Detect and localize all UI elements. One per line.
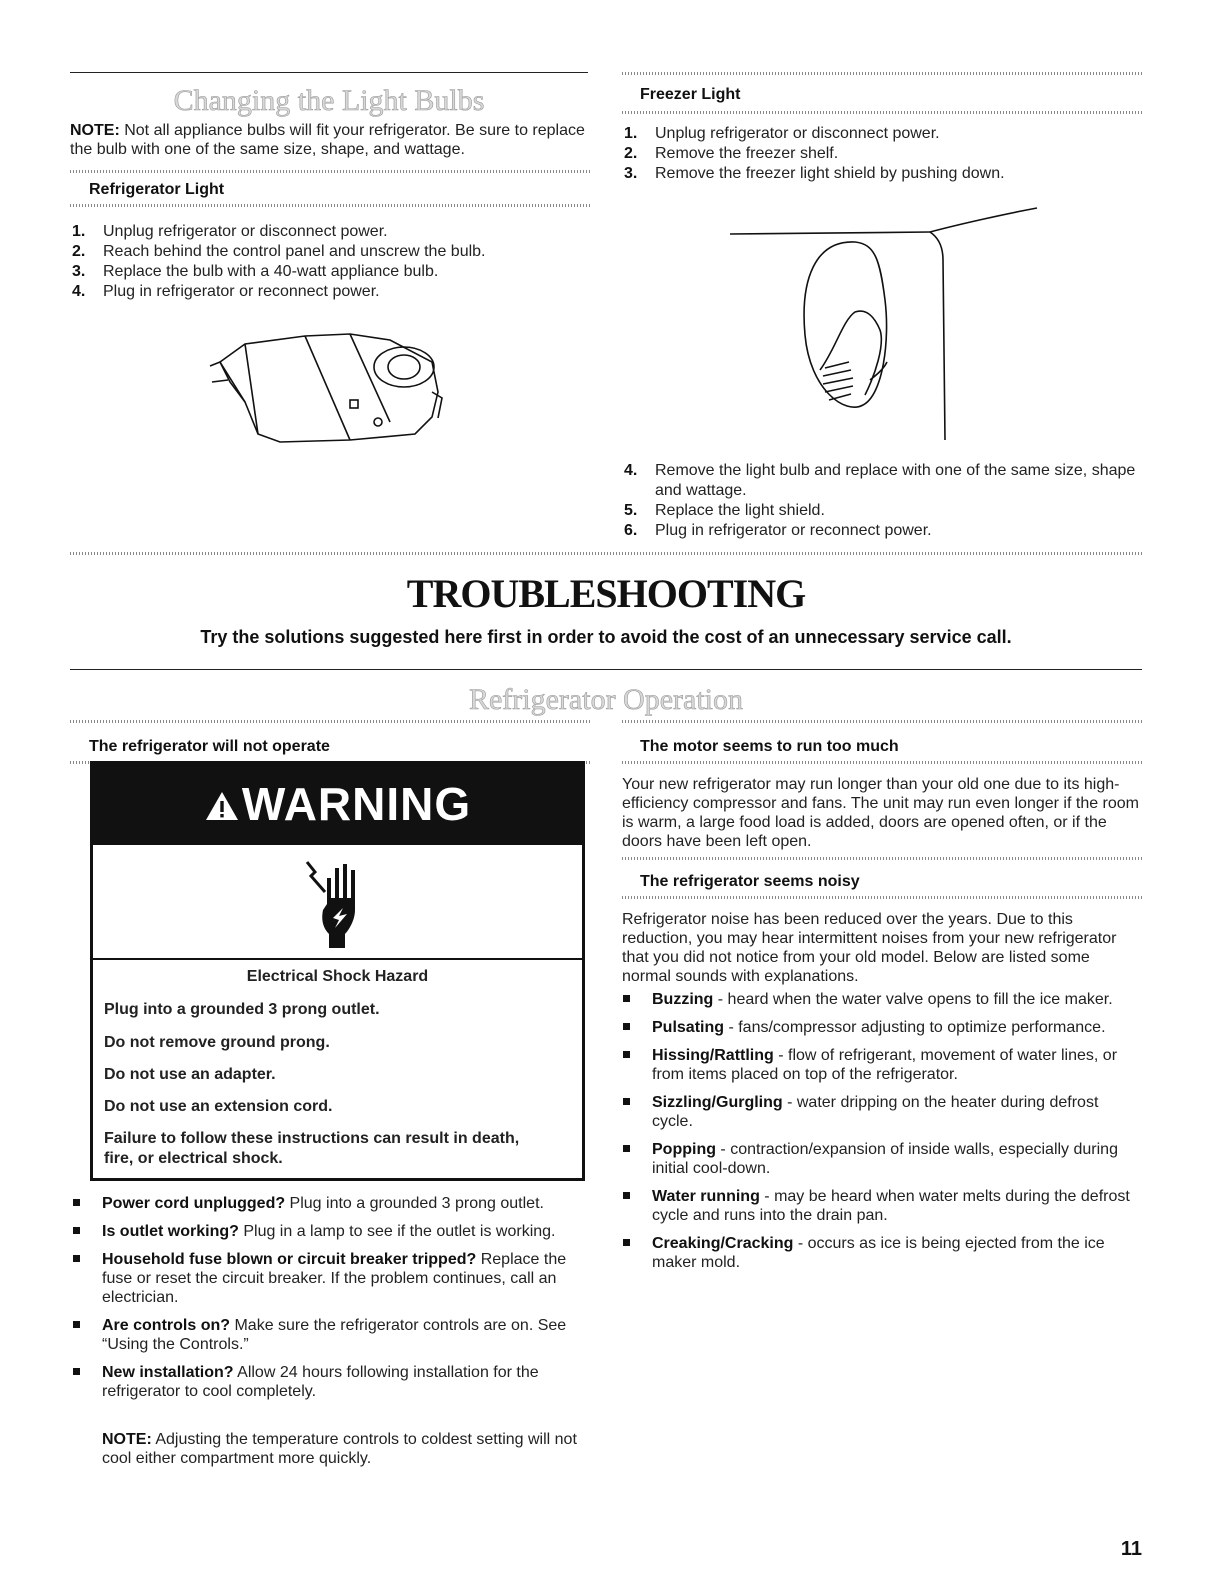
not-operate-note-text: Adjusting the temperature controls to coldest setting will not cool either compartment more quickly. xyxy=(102,1431,577,1467)
list-item xyxy=(622,990,1142,1009)
step-text: Remove the light bulb and replace with one of the same size, shape and wattage. xyxy=(655,462,1136,499)
item-label: Sizzling/Gurgling xyxy=(652,1094,783,1111)
noisy-heading: The refrigerator seems noisy xyxy=(640,873,860,890)
bullet-icon xyxy=(623,1239,630,1246)
troubleshooting-title: TROUBLESHOOTING xyxy=(406,571,806,616)
item-label: Pulsating xyxy=(652,1019,725,1036)
item-text: Allow 24 hours following installation for the refrigerator to cool completely. xyxy=(102,1364,539,1400)
item-label: Creaking/Cracking xyxy=(652,1235,794,1252)
warning-banner xyxy=(93,764,582,845)
item-label: Buzzing xyxy=(652,991,714,1008)
fridge-light-rule-bottom xyxy=(70,204,590,207)
item-text: - flow of refrigerant, movement of water lines, or from items placed on top of the refrigerator. xyxy=(652,1047,1118,1083)
bullet-icon xyxy=(73,1227,80,1234)
not-operate-note xyxy=(102,1430,592,1468)
operation-section-title: Refrigerator Operation xyxy=(468,683,744,716)
not-operate-heading: The refrigerator will not operate xyxy=(89,738,330,755)
item-text: Plug in a lamp to see if the outlet is working. xyxy=(238,1223,556,1240)
step-number: 3. xyxy=(624,165,638,182)
step-text: Remove the freezer shelf. xyxy=(655,145,839,162)
warning-separator xyxy=(93,958,582,960)
top-rule-left xyxy=(70,72,588,73)
list-item xyxy=(72,282,592,302)
list-item xyxy=(624,124,1144,144)
step-number: 3. xyxy=(72,263,86,280)
list-item xyxy=(72,222,592,242)
noisy-text: Refrigerator noise has been reduced over the years. Due to this reduction, you may hear intermittent noises from your new refrigerator that you did not notice from your old model. Below are listed some normal sounds with explanations. xyxy=(622,911,1117,985)
operation-top-rule xyxy=(70,669,1142,670)
warning-triangle-icon xyxy=(204,790,240,822)
warning-box xyxy=(90,761,585,1181)
top-rule-right xyxy=(622,72,1142,75)
bullet-icon xyxy=(623,1145,630,1152)
item-label: Power cord unplugged? xyxy=(102,1195,286,1212)
not-operate-list xyxy=(72,1194,594,1410)
motor-heading: The motor seems to run too much xyxy=(640,738,899,755)
bulbs-note-label: NOTE: xyxy=(70,122,120,139)
bullet-icon xyxy=(73,1321,80,1328)
list-item xyxy=(622,1046,1142,1084)
item-text: - occurs as ice is being ejected from the ice maker mold. xyxy=(652,1235,1105,1271)
item-text: Replace the fuse or reset the circuit breaker. If the problem continues, call an electrician. xyxy=(102,1251,567,1306)
list-item xyxy=(624,501,1144,521)
step-number: 1. xyxy=(624,125,638,142)
list-item xyxy=(72,1250,594,1307)
fridge-light-rule-top xyxy=(70,170,590,173)
section-divider xyxy=(70,552,1142,555)
list-item xyxy=(624,461,1144,501)
fridge-light-steps xyxy=(72,222,592,302)
list-item xyxy=(622,1140,1142,1178)
noisy-list xyxy=(622,990,1142,1281)
step-text: Plug in refrigerator or reconnect power. xyxy=(103,283,380,300)
list-item xyxy=(72,1194,594,1213)
step-text: Unplug refrigerator or disconnect power. xyxy=(655,125,940,142)
item-label: New installation? xyxy=(102,1364,234,1381)
step-number: 1. xyxy=(72,223,86,240)
bullet-icon xyxy=(73,1368,80,1375)
item-label: Hissing/Rattling xyxy=(652,1047,774,1064)
noisy-rule-top xyxy=(622,857,1142,860)
freezer-light-heading: Freezer Light xyxy=(640,86,741,103)
step-number: 4. xyxy=(624,462,638,479)
motor-text: Your new refrigerator may run longer than your old one due to its high-efficiency compressor and fans. The unit may run even longer if the room is warm, a large food load is added, doors are opened often, or if the doors have been left open. xyxy=(622,776,1140,850)
item-label: Is outlet working? xyxy=(102,1223,239,1240)
list-item xyxy=(72,1363,594,1401)
bullet-icon xyxy=(73,1255,80,1262)
item-label: Are controls on? xyxy=(102,1317,231,1334)
bullet-icon xyxy=(623,1098,630,1105)
item-text: - may be heard when water melts during the defrost cycle and runs into the drain pan. xyxy=(652,1188,1130,1224)
warning-line: Do not use an adapter. xyxy=(104,1066,276,1083)
bulbs-section-title: Changing the Light Bulbs xyxy=(173,84,485,117)
item-text: - heard when the water valve opens to fill the ice maker. xyxy=(713,991,1113,1008)
warning-hazard: Electrical Shock Hazard xyxy=(246,968,429,985)
item-label: Household fuse blown or circuit breaker tripped? xyxy=(102,1251,477,1268)
list-item xyxy=(624,144,1144,164)
warning-line: fire, or electrical shock. xyxy=(104,1150,283,1167)
step-text: Reach behind the control panel and unscrew the bulb. xyxy=(103,243,486,260)
warning-line: Plug into a grounded 3 prong outlet. xyxy=(104,1001,380,1018)
list-item xyxy=(624,521,1144,541)
fridge-light-heading: Refrigerator Light xyxy=(89,181,225,198)
motor-rule-top xyxy=(622,720,1142,723)
bulbs-note xyxy=(70,121,590,159)
step-number: 4. xyxy=(72,283,86,300)
freezer-light-steps-b xyxy=(624,461,1144,541)
list-item xyxy=(622,1234,1142,1272)
refrigerator-light-illustration xyxy=(200,322,455,447)
item-text: Make sure the refrigerator controls are on. See “Using the Controls.” xyxy=(102,1317,567,1353)
list-item xyxy=(72,262,592,282)
step-number: 2. xyxy=(72,243,86,260)
step-number: 2. xyxy=(624,145,638,162)
step-text: Unplug refrigerator or disconnect power. xyxy=(103,223,388,240)
bullet-icon xyxy=(73,1199,80,1206)
list-item xyxy=(72,1222,594,1241)
step-text: Replace the light shield. xyxy=(655,502,825,519)
item-text: - contraction/expansion of inside walls, especially during initial cool-down. xyxy=(652,1141,1118,1177)
noisy-rule-bottom xyxy=(622,896,1142,899)
not-operate-rule-top xyxy=(70,720,590,723)
bulbs-note-text: Not all appliance bulbs will fit your refrigerator. Be sure to replace the bulb with one of the same size, shape, and wattage. xyxy=(70,122,585,158)
bullet-icon xyxy=(623,1051,630,1058)
electrical-shock-hand-icon xyxy=(305,858,365,950)
warning-line: Do not remove ground prong. xyxy=(104,1034,330,1051)
warning-line: Failure to follow these instructions can result in death, xyxy=(104,1130,520,1147)
page-number: 11 xyxy=(1120,1538,1142,1560)
item-text: - fans/compressor adjusting to optimize performance. xyxy=(724,1019,1106,1036)
step-text: Plug in refrigerator or reconnect power. xyxy=(655,522,932,539)
list-item xyxy=(622,1093,1142,1131)
not-operate-note-label: NOTE: xyxy=(102,1431,152,1448)
item-label: Popping xyxy=(652,1141,716,1158)
list-item xyxy=(622,1018,1142,1037)
list-item xyxy=(624,164,1144,184)
step-text: Remove the freezer light shield by pushing down. xyxy=(655,165,1005,182)
list-item xyxy=(72,1316,594,1354)
step-number: 5. xyxy=(624,502,638,519)
step-text: Replace the bulb with a 40-watt appliance bulb. xyxy=(103,263,439,280)
item-text: Plug into a grounded 3 prong outlet. xyxy=(285,1195,544,1212)
list-item xyxy=(72,242,592,262)
item-label: Water running xyxy=(652,1188,760,1205)
bullet-icon xyxy=(623,1023,630,1030)
bullet-icon xyxy=(623,1192,630,1199)
freezer-light-steps-a xyxy=(624,124,1144,184)
freezer-light-rule xyxy=(622,111,1142,114)
bullet-icon xyxy=(623,995,630,1002)
warning-line: Do not use an extension cord. xyxy=(104,1098,333,1115)
list-item xyxy=(622,1187,1142,1225)
freezer-light-shield-illustration xyxy=(725,200,1050,445)
step-number: 6. xyxy=(624,522,638,539)
warning-banner-text: WARNING xyxy=(241,778,472,830)
motor-rule-bottom xyxy=(622,761,1142,764)
troubleshooting-subtitle: Try the solutions suggested here first in order to avoid the cost of an unnecessary service call. xyxy=(200,627,1012,647)
item-text: - water dripping on the heater during defrost cycle. xyxy=(652,1094,1099,1130)
